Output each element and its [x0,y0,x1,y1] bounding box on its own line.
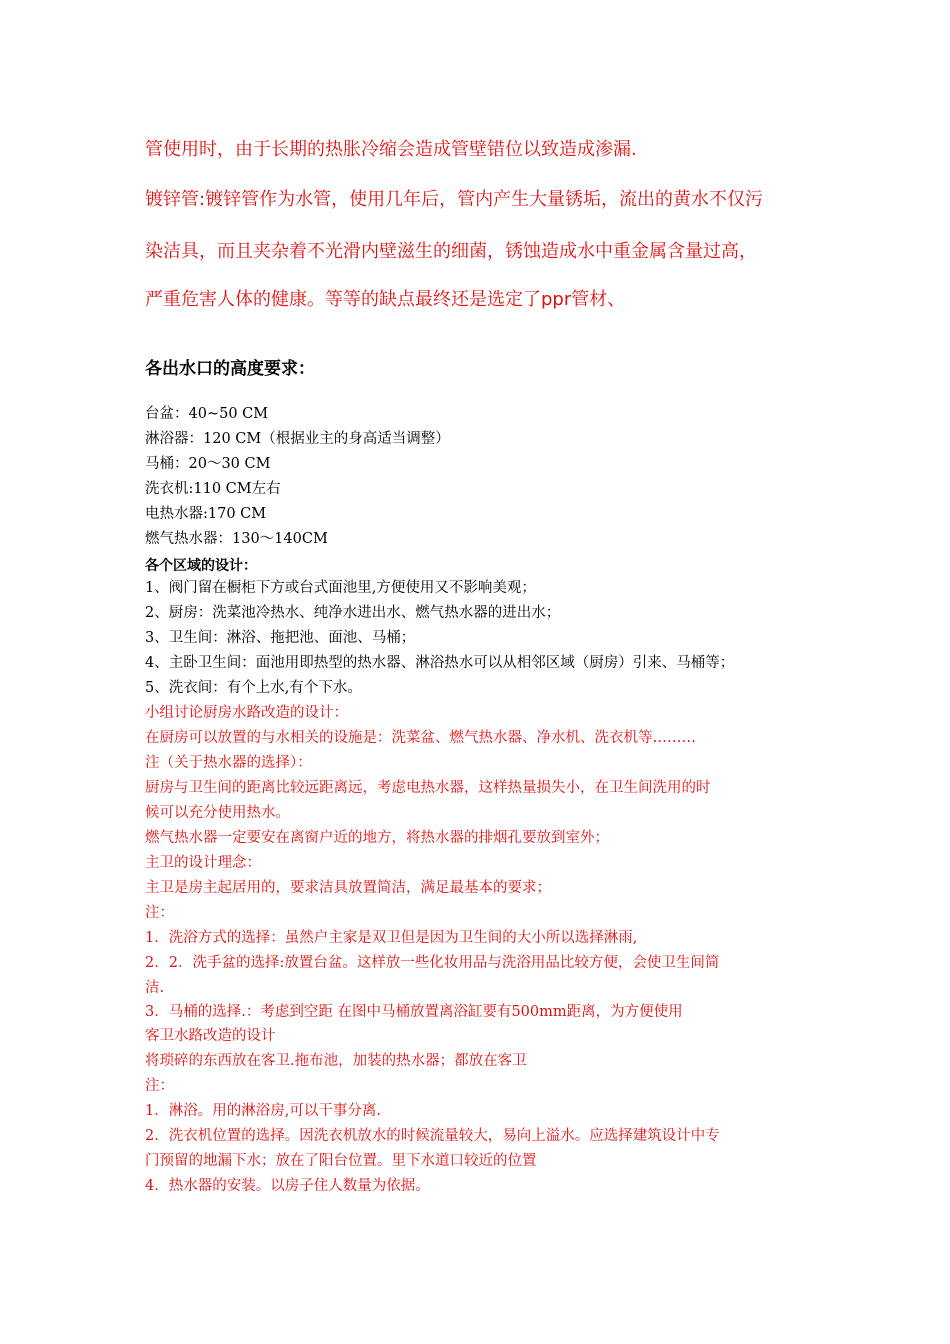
discussion-line: 2．2．洗手盆的选择:放置台盆。这样放一些化妆用品与洗浴用品比较方便，会使卫生间简 [145,955,720,971]
red-paragraph-line-4: 严重危害人体的健康。等等的缺点最终还是选定了ppr管材、 [145,289,626,310]
discussion-line: 注： [145,1078,174,1094]
height-item: 淋浴器：120 CM（根据业主的身高适当调整） [145,431,450,447]
height-item: 电热水器:170 CM [145,506,267,522]
discussion-line: 燃气热水器一定要安在离窗户近的地方，将热水器的排烟孔要放到室外； [145,830,609,846]
height-item: 燃气热水器：130～140CM [145,531,328,547]
discussion-line: 门预留的地漏下水；放在了阳台位置。里下水道口较近的位置 [145,1153,537,1169]
area-item: 4、主卧卫生间：面池用即热型的热水器、淋浴热水可以从相邻区域（厨房）引来、马桶等； [145,655,735,671]
discussion-line: 注： [145,905,174,921]
red-paragraph-line-2: 镀锌管:镀锌管作为水管，使用几年后，管内产生大量锈垢，流出的黄水不仅污 [145,189,764,210]
heights-heading: 各出水口的高度要求： [145,359,315,379]
discussion-line: 小组讨论厨房水路改造的设计： [145,705,348,721]
discussion-line: 1．洗浴方式的选择：虽然户主家是双卫但是因为卫生间的大小所以选择淋雨, [145,930,638,946]
discussion-line: 主卫的设计理念： [145,855,261,871]
height-item: 台盆：40~50 CM [145,406,269,422]
discussion-line: 洁. [145,980,165,996]
red-paragraph-line-1: 管使用时，由于长期的热胀冷缩会造成管壁错位以致造成渗漏. [145,139,637,160]
discussion-line: 2．洗衣机位置的选择。因洗衣机放水的时候流量较大，易向上溢水。应选择建筑设计中专 [145,1128,720,1144]
discussion-line: 将琐碎的东西放在客卫.拖布池，加装的热水器；都放在客卫 [145,1053,527,1069]
height-item: 洗衣机:110 CM左右 [145,481,281,497]
discussion-line: 4．热水器的安装。以房子住人数量为依据。 [145,1178,430,1194]
red-paragraph-line-3: 染洁具，而且夹杂着不光滑内壁滋生的细菌，锈蚀造成水中重金属含量过高， [145,241,757,262]
discussion-line: 在厨房可以放置的与水相关的设施是：洗菜盆、燃气热水器、净水机、洗衣机等……… [145,730,696,746]
height-item: 马桶：20～30 CM [145,456,271,472]
discussion-line: 注（关于热水器的选择）： [145,755,312,771]
areas-heading: 各个区域的设计： [145,558,257,574]
discussion-line: 1．淋浴。用的淋浴房,可以干事分离. [145,1103,381,1119]
area-item: 1、阀门留在橱柜下方或台式面池里,方便使用又不影响美观； [145,580,536,596]
discussion-line: 客卫水路改造的设计 [145,1028,276,1044]
discussion-line: 候可以充分使用热水。 [145,805,290,821]
area-item: 3、卫生间：淋浴、拖把池、面池、马桶； [145,630,416,646]
discussion-line: 主卫是房主起居用的，要求洁具放置简洁，满足最基本的要求； [145,880,551,896]
area-item: 2、厨房：洗菜池冷热水、纯净水进出水、燃气热水器的进出水； [145,605,561,621]
area-item: 5、洗衣间：有个上水,有个下水。 [145,680,362,696]
discussion-line: 3．马桶的选择.：考虑到空距 在图中马桶放置离浴缸要有500mm距离，为方便使用 [145,1004,683,1020]
discussion-line: 厨房与卫生间的距离比较远距离远，考虑电热水器，这样热量损失小，在卫生间洗用的时 [145,780,711,796]
